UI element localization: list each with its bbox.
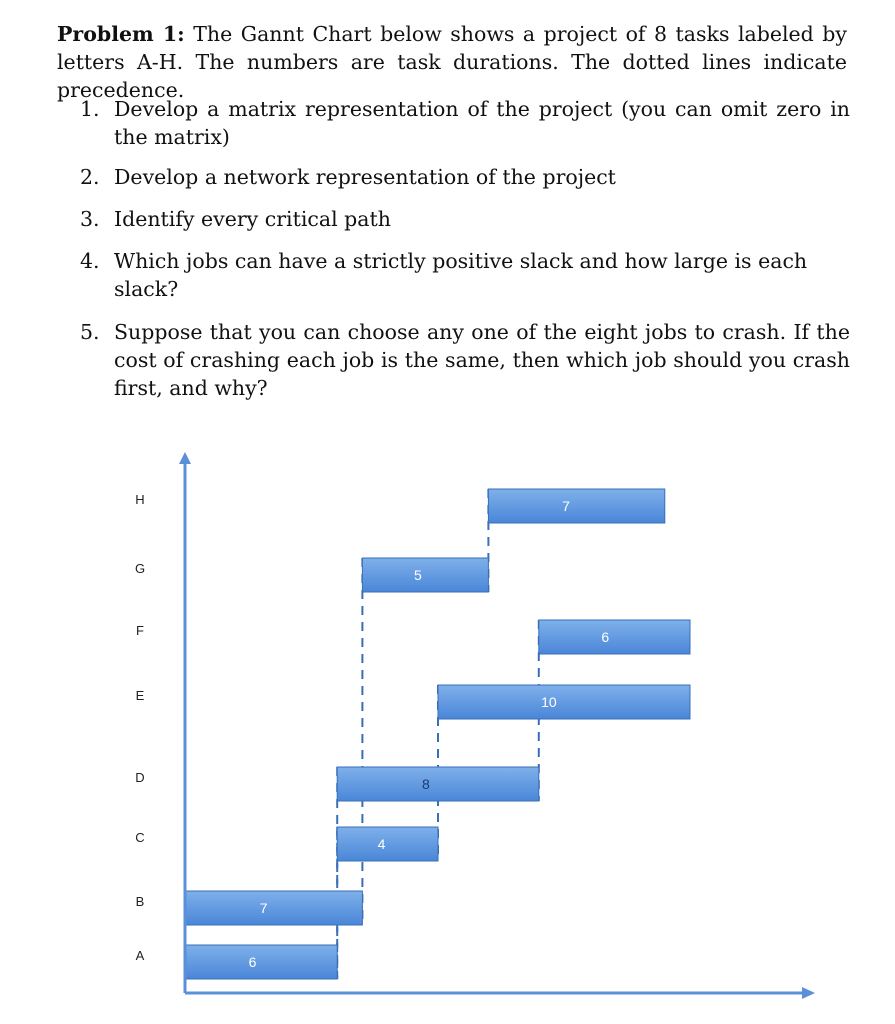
task-bar-c — [337, 827, 438, 861]
task-label-g: G — [134, 561, 146, 576]
question-item — [80, 163, 850, 191]
task-duration-label: 7 — [259, 900, 268, 916]
question-text: Which jobs can have a strictly positive slack and how large is each slack? — [114, 249, 808, 301]
question-item — [80, 95, 850, 151]
task-label-e: E — [135, 688, 145, 703]
task-label-f: F — [136, 623, 144, 638]
gantt-chart — [0, 440, 895, 1024]
question-item — [80, 318, 850, 402]
question-text: Suppose that you can choose any one of the eight jobs to crash. If the cost of crashing each job is the same, then which job should you crash first, and why? — [114, 320, 850, 400]
task-bar-a — [186, 945, 337, 979]
task-duration-label: 10 — [541, 694, 557, 710]
task-duration-label: 6 — [248, 954, 257, 970]
task-label-c: C — [135, 830, 145, 845]
task-duration-label: 7 — [562, 498, 570, 514]
task-bar-h — [488, 489, 664, 523]
question-number: 4. — [80, 249, 100, 273]
question-item — [80, 205, 850, 233]
task-label-h: H — [135, 492, 145, 507]
question-text: Develop a matrix representation of the project (you can omit zero in the matrix) — [114, 97, 850, 149]
task-duration-label: 4 — [377, 836, 386, 852]
question-number: 5. — [80, 320, 100, 344]
task-bar-b — [186, 891, 362, 925]
question-number: 2. — [80, 165, 100, 189]
question-text: Identify every critical path — [114, 207, 391, 231]
question-item — [80, 247, 850, 303]
problem-statement — [57, 20, 847, 104]
task-duration-label: 6 — [601, 629, 610, 645]
y-axis-arrow-icon — [179, 452, 191, 464]
task-label-b: B — [135, 894, 145, 909]
problem-heading: Problem 1: — [57, 22, 185, 46]
question-number: 3. — [80, 207, 100, 231]
question-text: Develop a network representation of the project — [114, 165, 616, 189]
task-duration-label: 8 — [422, 776, 430, 792]
x-axis-arrow-icon — [802, 987, 815, 999]
task-tick-labels — [135, 492, 145, 963]
task-bar-e — [438, 685, 690, 719]
task-label-a: A — [135, 948, 145, 963]
question-list — [80, 95, 850, 402]
problem-intro: The Gannt Chart below shows a project of 8 tasks labeled by letters A-H. The numbers are task durations. The dotted lines indicate precedence. — [57, 22, 847, 102]
question-number: 1. — [80, 97, 100, 121]
task-bar-d — [337, 767, 539, 801]
task-label-d: D — [135, 770, 145, 785]
task-duration-label: 5 — [413, 567, 422, 583]
task-bar-f — [539, 620, 690, 654]
task-bar-g — [362, 558, 488, 592]
